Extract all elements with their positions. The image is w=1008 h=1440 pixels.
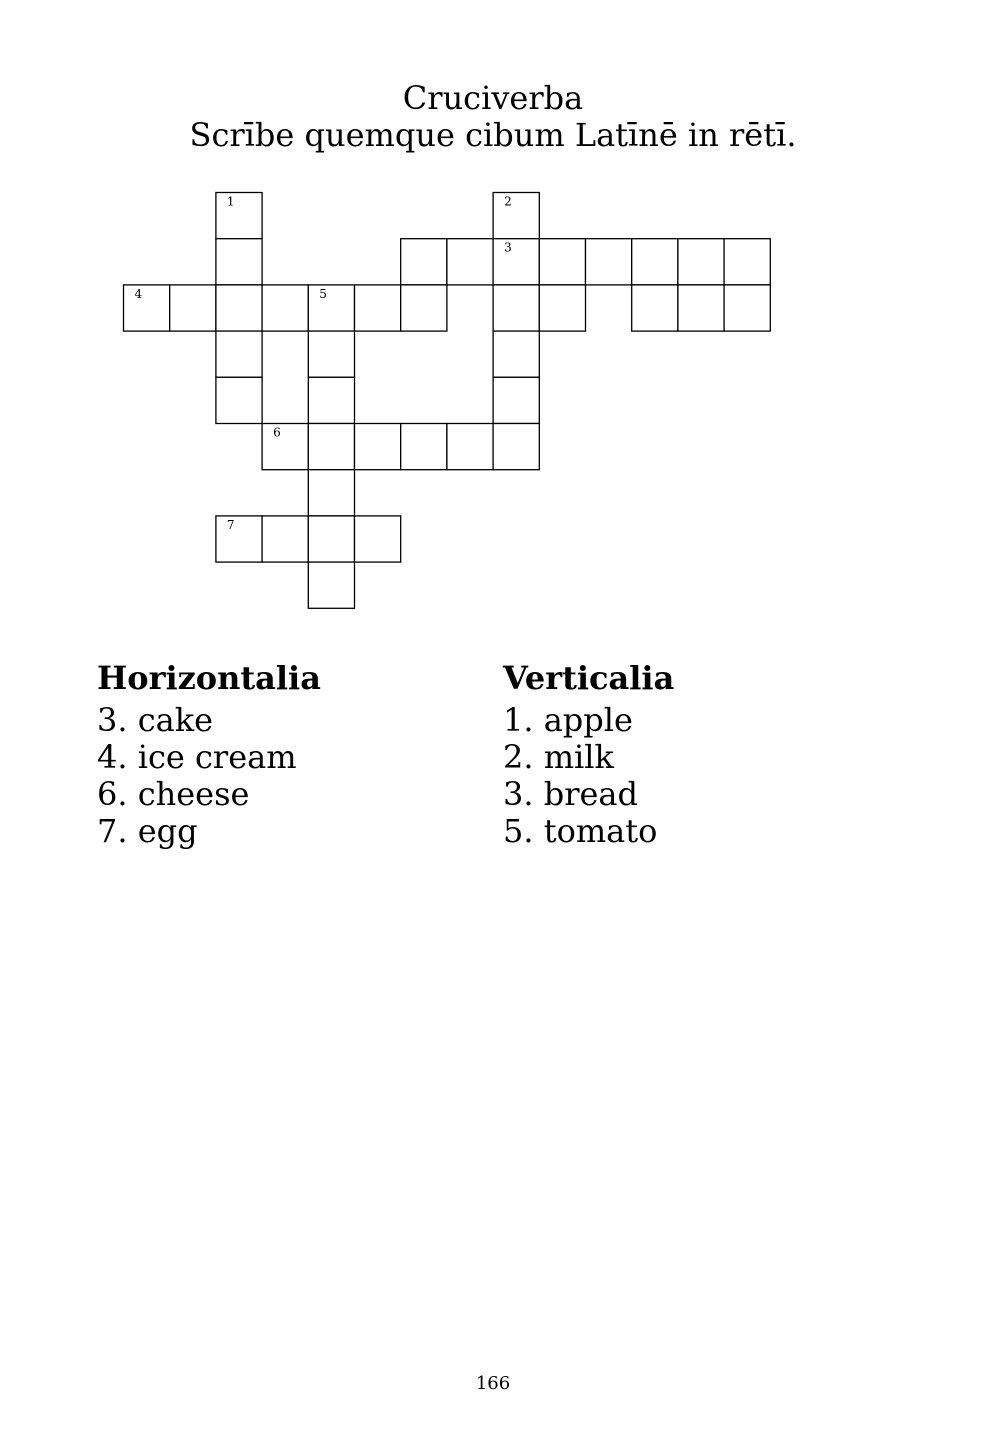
crossword-cell — [586, 239, 632, 285]
crossword-cell — [308, 331, 354, 377]
crossword-cell — [493, 239, 539, 285]
clue-across-4: 4. ice cream — [97, 738, 297, 776]
crossword-cell — [493, 377, 539, 423]
clue-number-4: 4 — [134, 286, 143, 301]
clue-number-6: 6 — [273, 425, 281, 440]
crossword-cell — [447, 239, 493, 285]
crossword-cell — [678, 239, 724, 285]
clue-across-3: 3. cake — [97, 701, 214, 739]
crossword-cell — [308, 424, 354, 470]
clue-number-7: 7 — [226, 517, 235, 532]
crossword-cell — [401, 239, 447, 285]
crossword-cell — [124, 285, 170, 331]
clue-number-3: 3 — [504, 240, 512, 255]
crossword-grid — [0, 0, 1008, 640]
crossword-cell — [308, 470, 354, 516]
down-heading: Verticalia — [503, 659, 675, 697]
down-clue-list — [503, 702, 674, 850]
crossword-cell — [493, 331, 539, 377]
crossword-cell — [493, 193, 539, 239]
crossword-cell — [308, 516, 354, 562]
crossword-cell — [216, 193, 262, 239]
crossword-cell — [493, 285, 539, 331]
crossword-cell — [632, 285, 678, 331]
crossword-cell — [401, 424, 447, 470]
crossword-cell — [262, 424, 308, 470]
crossword-cell — [308, 377, 354, 423]
crossword-cell — [355, 516, 401, 562]
across-clues — [97, 658, 321, 850]
clue-across-7: 7. egg — [97, 812, 198, 850]
down-clues — [503, 658, 674, 850]
crossword-cell — [216, 239, 262, 285]
clue-across-6: 6. cheese — [97, 775, 250, 813]
crossword-cell — [170, 285, 216, 331]
crossword-cell — [632, 239, 678, 285]
across-clue-list — [97, 702, 321, 850]
clue-down-1: 1. apple — [503, 701, 633, 739]
crossword-cell — [262, 285, 308, 331]
clue-number-2: 2 — [504, 194, 512, 209]
across-heading: Horizontalia — [97, 659, 321, 697]
crossword-cell — [493, 424, 539, 470]
crossword-cell — [355, 285, 401, 331]
crossword-cell — [216, 331, 262, 377]
crossword-cell — [539, 285, 585, 331]
clue-number-1: 1 — [226, 194, 235, 209]
page-title: Cruciverba — [402, 79, 584, 117]
crossword-cell — [447, 424, 493, 470]
crossword-cell — [262, 516, 308, 562]
page-number: 166 — [475, 1373, 511, 1394]
clue-down-3: 3. bread — [503, 775, 638, 813]
crossword-cell — [401, 285, 447, 331]
clue-down-5: 5. tomato — [503, 812, 658, 850]
crossword-cell — [724, 239, 770, 285]
crossword-cell — [308, 562, 354, 608]
instructions: Scrībe quemque cibum Latīnē in rētī. — [189, 116, 797, 154]
crossword-cell — [724, 285, 770, 331]
crossword-cell — [216, 516, 262, 562]
clue-number-5: 5 — [319, 286, 327, 301]
crossword-cell — [678, 285, 724, 331]
crossword-cell — [355, 424, 401, 470]
crossword-cell — [308, 285, 354, 331]
clue-down-2: 2. milk — [503, 738, 614, 776]
crossword-cell — [216, 285, 262, 331]
crossword-cell — [216, 377, 262, 423]
crossword-cell — [539, 239, 585, 285]
